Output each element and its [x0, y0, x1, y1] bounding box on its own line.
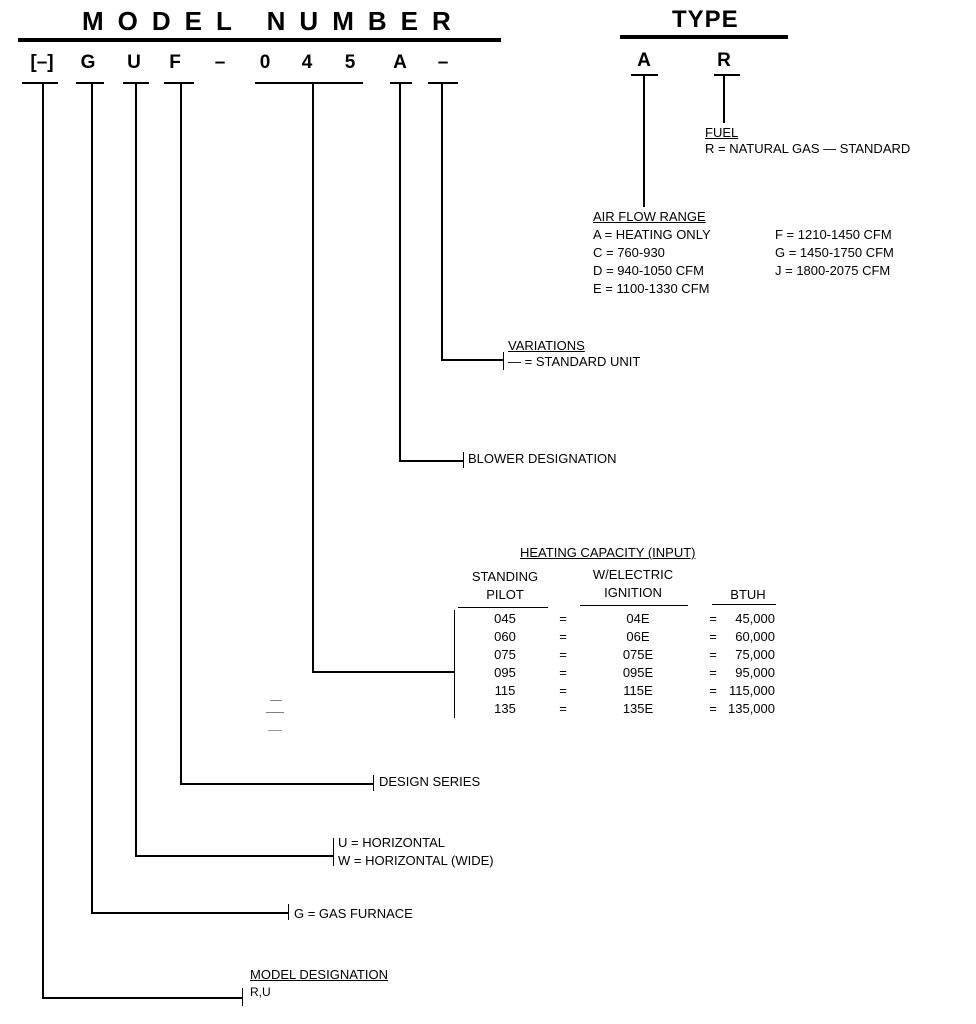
design-series-label: DESIGN SERIES	[379, 774, 481, 789]
bracket-configuration	[333, 838, 334, 866]
table-row	[462, 610, 775, 628]
electric-code: 135E	[622, 701, 654, 716]
air-flow-item: G = 1450-1750 CFM	[775, 245, 894, 260]
fuel-legend	[705, 124, 910, 158]
equals: =	[709, 647, 717, 662]
leader-blower-v	[399, 83, 401, 462]
btuh-value: 75,000	[735, 647, 775, 662]
capacity-col-pilot-header	[462, 568, 548, 604]
electric-header-rule	[580, 605, 688, 606]
tick-design-series	[164, 82, 194, 84]
bracket-blower	[463, 452, 464, 468]
air-flow-heading: AIR FLOW RANGE	[593, 209, 706, 224]
scan-speck	[270, 700, 282, 701]
electric-code: 04E	[626, 611, 650, 626]
code-dash: –	[214, 52, 226, 73]
leader-fuel	[723, 75, 725, 123]
gas-furnace-label: G = GAS FURNACE	[294, 906, 413, 921]
pilot-code: 135	[494, 701, 516, 716]
electric-code: 075E	[622, 647, 654, 662]
air-flow-legend-right	[775, 226, 894, 280]
equals: =	[709, 629, 717, 644]
equals: =	[559, 647, 567, 662]
electric-header-line1: W/ELECTRIC	[592, 567, 674, 582]
tick-gas-furnace	[76, 82, 104, 84]
equals: =	[709, 611, 717, 626]
tick-model-designation	[22, 82, 58, 84]
code-capacity-digit-1: 0	[259, 52, 271, 73]
table-row	[462, 628, 775, 646]
leader-capacity-h	[312, 671, 454, 673]
type-title: TYPE	[672, 6, 739, 33]
leader-configuration-v	[135, 83, 137, 857]
leader-model-designation-h	[42, 997, 242, 999]
btuh-header-rule	[712, 604, 776, 605]
code-design-series: F	[169, 52, 181, 73]
variations-legend	[508, 337, 640, 371]
table-row	[462, 646, 775, 664]
code-blower: A	[393, 52, 407, 73]
air-flow-item: D = 940-1050 CFM	[593, 263, 704, 278]
type-code-fuel: R	[717, 50, 731, 71]
leader-design-series-v	[180, 83, 182, 785]
btuh-value: 135,000	[728, 701, 775, 716]
air-flow-item: J = 1800-2075 CFM	[775, 263, 891, 278]
configuration-legend	[338, 834, 494, 870]
electric-code: 095E	[622, 665, 654, 680]
tick-blower	[390, 82, 412, 84]
bracket-design-series	[373, 775, 374, 791]
model-number-underline	[18, 38, 501, 42]
capacity-heading: HEATING CAPACITY (INPUT)	[520, 545, 696, 560]
tick-variations	[428, 82, 458, 84]
blower-label: BLOWER DESIGNATION	[468, 451, 617, 466]
equals: =	[559, 665, 567, 680]
scan-speck	[268, 730, 282, 731]
btuh-value: 60,000	[735, 629, 775, 644]
pilot-code: 075	[494, 647, 516, 662]
model-designation-heading: MODEL DESIGNATION	[250, 967, 388, 982]
electric-code: 06E	[626, 629, 650, 644]
leader-model-designation-v	[42, 83, 44, 999]
btuh-value: 95,000	[735, 665, 775, 680]
code-model-designation: [–]	[30, 52, 54, 73]
capacity-col-btuh-header: BTUH	[730, 587, 766, 602]
code-variations: –	[437, 52, 449, 73]
scan-speck	[266, 712, 284, 713]
air-flow-item: F = 1210-1450 CFM	[775, 227, 892, 242]
fuel-heading: FUEL	[705, 125, 739, 140]
code-capacity-digit-3: 5	[344, 52, 356, 73]
pilot-code: 060	[494, 629, 516, 644]
bracket-capacity	[454, 610, 455, 718]
equals: =	[709, 683, 717, 698]
leader-gas-furnace-v	[91, 83, 93, 914]
air-flow-item: A = HEATING ONLY	[593, 227, 711, 242]
leader-configuration-h	[135, 855, 333, 857]
pilot-header-rule	[458, 607, 548, 608]
air-flow-legend	[593, 208, 711, 298]
pilot-code: 045	[494, 611, 516, 626]
code-gas-furnace: G	[80, 52, 96, 73]
bracket-model-designation	[242, 988, 243, 1006]
electric-header-line2: IGNITION	[604, 585, 662, 600]
leader-gas-furnace-h	[91, 912, 288, 914]
fuel-line: R = NATURAL GAS — STANDARD	[705, 141, 911, 156]
type-underline	[620, 35, 788, 39]
model-number-title: MODEL NUMBER	[82, 6, 465, 36]
configuration-line: W = HORIZONTAL (WIDE)	[338, 853, 494, 868]
btuh-value: 45,000	[735, 611, 775, 626]
equals: =	[559, 629, 567, 644]
pilot-code: 095	[494, 665, 516, 680]
configuration-line: U = HORIZONTAL	[338, 835, 446, 850]
equals: =	[559, 611, 567, 626]
btuh-value: 115,000	[728, 683, 775, 698]
model-designation-line: R,U	[250, 985, 271, 999]
leader-variations-h	[441, 359, 503, 361]
leader-capacity-v	[312, 83, 314, 673]
capacity-col-electric-header	[578, 566, 688, 602]
tick-capacity	[255, 82, 363, 84]
tick-type-fuel	[714, 74, 740, 76]
air-flow-item: E = 1100-1330 CFM	[593, 281, 710, 296]
leader-variations-v	[441, 83, 443, 361]
code-capacity-digit-2: 4	[301, 52, 313, 73]
equals: =	[559, 683, 567, 698]
leader-design-series-h	[180, 783, 373, 785]
table-row	[462, 682, 775, 700]
model-designation-legend	[250, 966, 388, 1001]
leader-blower-h	[399, 460, 463, 462]
variations-line: — = STANDARD UNIT	[508, 354, 641, 369]
code-configuration: U	[127, 52, 141, 73]
variations-heading: VARIATIONS	[508, 338, 585, 353]
pilot-header-line1: STANDING	[471, 569, 539, 584]
electric-code: 115E	[623, 683, 653, 698]
bracket-gas-furnace	[288, 904, 289, 920]
pilot-code: 115	[494, 683, 516, 698]
bracket-variations	[503, 352, 504, 370]
type-code-air-flow: A	[637, 50, 651, 71]
air-flow-item: C = 760-930	[593, 245, 665, 260]
equals: =	[709, 701, 717, 716]
equals: =	[559, 701, 567, 716]
leader-air-flow	[643, 75, 645, 207]
table-row	[462, 700, 775, 718]
table-row	[462, 664, 775, 682]
pilot-header-line2: PILOT	[486, 587, 524, 602]
capacity-table	[462, 610, 775, 718]
equals: =	[709, 665, 717, 680]
